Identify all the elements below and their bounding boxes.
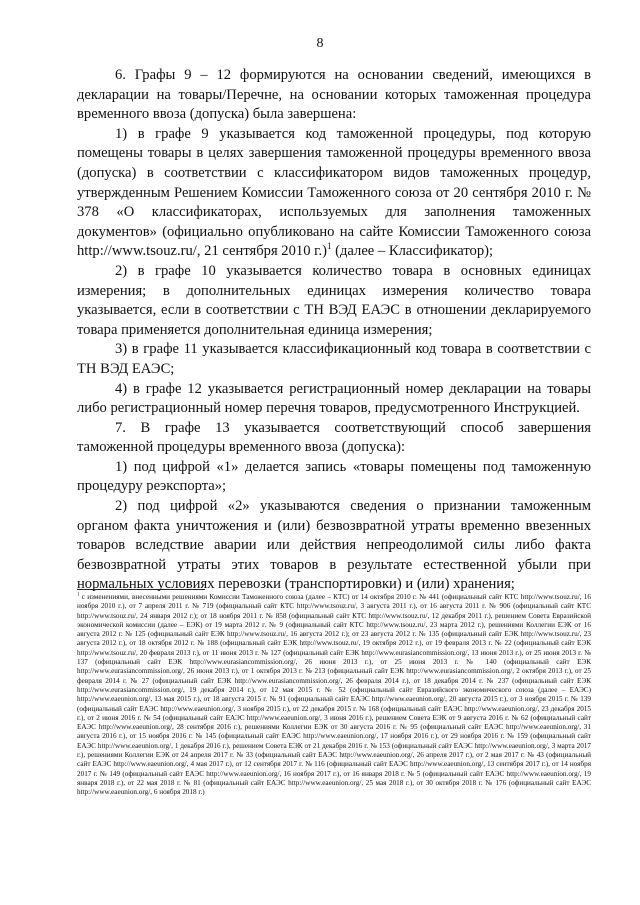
- paragraph-7-item-2: 2) под цифрой «2» указываются сведения о признании таможенным органом факта уничтожения и (или) безвозвратной утраты временно ввезенных товаров вследствие аварии или действия непреодолимой силы либо факта безвозвратной утраты этих товаров в результате естественной убыли при нормальных условиях перевозки (транспортировки) и (или) хранения;: [77, 498, 591, 593]
- footnote-reference: 1: [327, 241, 332, 252]
- paragraph-6: 6. Графы 9 – 12 формируются на основании сведений, имеющихся в декларации на товары/Перечне, на основании которых таможенная процедура временного ввоза (допуска) была завершена:: [77, 67, 591, 123]
- paragraph-7-item-1: 1) под цифрой «1» делается запись «товары помещены под таможенную процедуру реэкспорта»;: [77, 458, 591, 495]
- paragraph-7: 7. В графе 13 указывается соответствующий способ завершения таможенной процедуры временного ввоза (допуска):: [77, 419, 591, 456]
- page-number: 8: [316, 36, 324, 51]
- paragraph-6-item-3: 3) в графе 11 указывается классификационный код товара в соответствии с ТН ВЭД ЕАЭС;: [77, 341, 591, 377]
- footnote: [77, 593, 591, 798]
- paragraph-6-item-1-text: 1) в графе 9 указывается код таможенной процедуры, под которую помещены товары в целях завершения таможенной процедуры временного ввоза (допуска) в соответствии с классификатором видов таможенных процедур, утвержденным Решением Комиссии Таможенного союза от 20 сентября 2010 г. № 378 «О классификаторах, используемых для заполнения таможенных документов» (официально опубликовано на сайте Комиссии Таможенного союза http://www.tsouz.ru/, 21 сентября 2010 г.): [77, 125, 591, 260]
- paragraph-6-item-4: 4) в графе 12 указывается регистрационный номер декларации на товары либо регистрационный номер перечня товаров, предусмотренного Инструкцией.: [77, 380, 591, 417]
- paragraph-6-item-2: 2) в графе 10 указывается количество товара в основных единицах измерения; в дополнительных единицах измерения количество товара указывается, если в соответствии с ТН ВЭД ЕАЭС в отношении декларируемого товара применяется дополнительная единица измерения;: [77, 262, 591, 338]
- footnote-marker: 1: [77, 592, 80, 598]
- paragraph-6-item-1: [77, 125, 591, 262]
- footnote-text: с изменениями, внесенными решениями Комиссии Таможенного союза (далее – КТС) от 14 октября 2010 г. № 441 (официальный сайт КТС http://www.tsouz.ru/, 16 ноября 2010 г.), от 7 апреля 2011 г. № 719 (официальный сайт КТС http://www.tsouz.ru/, 3 августа 2011 г.), от 16 августа 2011 г. № 906 (официальный сайт КТС http://www.tsouz.ru/, 24 января 2012 г.); от 18 ноября 2011 г. № 858 (официальный сайт КТС http://www.tsouz.ru/, 12 декабря 2011 г.), решением Совета Евразийской экономической комиссии (далее – ЕЭК) от 19 марта 2012 г. № 9 (официальный сайт КТС http://www.tsouz.ru/, 23 марта 2012 г.), решениями Коллегии ЕЭК от 16 августа 2012 г. № 125 (официальный сайт ЕЭК http://www.tsouz.ru/, 16 августа 2012 г.); от 23 августа 2012 г. № 135 (официальный сайт ЕЭК http://www.tsouz.ru/, 23 августа 2012 г.), от 18 октября 2012 г. № 188 (официальный сайт ЕЭК http://www.tsouz.ru/, 19 октября 2012 г.), от 19 февраля 2013 г. № 22 (официальный сайт ЕЭК http://www.tsouz.ru/, 20 февраля 2013 г.), от 11 июня 2013 г. № 127 (официальный сайт ЕЭК http://www.eurasiancommission.org/, 13 июня 2013 г.), от 25 июня 2013 г. № 137 (официальный сайт ЕЭК http://www.eurasiancommission.org/, 26 июня 2013 г.), от 25 июня 2013 г. № 140 (официальный сайт ЕЭК http://www.eurasiancommission.org/, 26 июня 2013 г.), от 1 октября 2013 г. № 213 (официальный сайт ЕЭК http://www.eurasiancommission.org/, 2 октября 2013 г.), от 25 февраля 2014 г. № 27 (официальный сайт ЕЭК http://www.eurasiancommission.org/, 26 февраля 2014 г.), от 18 декабря 2014 г. № 237 (официальный сайт ЕЭК http://www.eurasiancommission.org/, 19 декабря 2014 г.), от 12 мая 2015 г. № 52 (официальный сайт Евразийского экономического союза (далее – ЕАЭС) http://www.eaeunion.org/, 13 мая 2015 г.), от 18 августа 2015 г. № 91 (официальный сайт ЕАЭС http://www.eaeunion.org/, 20 августа 2015 г.), от 3 ноября 2015 г. № 139 (официальный сайт ЕАЭС http://www.eaeunion.org/, 3 ноября 2015 г.), от 22 декабря 2015 г. № 168 (официальный сайт ЕАЭС http://www.eaeunion.org/, 23 декабря 2015 г.), от 2 июня 2016 г. № 54 (официальный сайт ЕАЭС http://www.eaeunion.org/, 3 июня 2016 г.), решением Совета ЕЭК от 9 августа 2016 г. № 62 (официальный сайт ЕАЭС http://www.eaeunion.org/, 28 сентября 2016 г.), решениями Коллегии ЕЭК от 30 августа 2016 г. № 95 (официальный сайт ЕАЭС http://www.eaeunion.org/, 31 августа 2016 г.), от 15 ноября 2016 г. № 145 (официальный сайт ЕАЭС http://www.eaeunion.org/, 17 ноября 2016 г.), от 29 ноября 2016 г. № 159 (официальный сайт ЕАЭС http://www.eaeunion.org/, 1 декабря 2016 г.), решением Совета ЕЭК от 21 декабря 2016 г. № 153 (официальный сайт ЕАЭС http://www.eaeunion.org/, 3 марта 2017 г.), решениями Коллегии ЕЭК от 24 апреля 2017 г. № 33 (официальный сайт ЕАЭС http://www.eaeunion.org/, 26 апреля 2017 г.), от 2 мая 2017 г. № 43 (официальный сайт ЕАЭС http://www.eaeunion.org/, 4 мая 2017 г.), от 12 сентября 2017 г. № 116 (официальный сайт ЕАЭС http://www.eaeunion.org/, 13 сентября 2017 г.), от 14 ноября 2017 г. № 149 (официальный сайт ЕАЭС http://www.eaeunion.org/, 16 ноября 2017 г.), от 16 января 2018 г. № 5 (официальный сайт ЕАЭС http://www.eaeunion.org/, 19 января 2018 г.), от 22 мая 2018 г. № 81 (официальный сайт ЕАЭС http://www.eaeunion.org/, 25 мая 2018 г.), от 30 октября 2018 г. № 176 (официальный сайт ЕАЭС http://www.eaeunion.org/, 6 ноября 2018 г.): [77, 593, 591, 797]
- paragraph-6-item-1-tail: (далее – Классификатор);: [331, 243, 494, 260]
- document-body: [77, 66, 591, 595]
- footnote-divider: [77, 589, 205, 590]
